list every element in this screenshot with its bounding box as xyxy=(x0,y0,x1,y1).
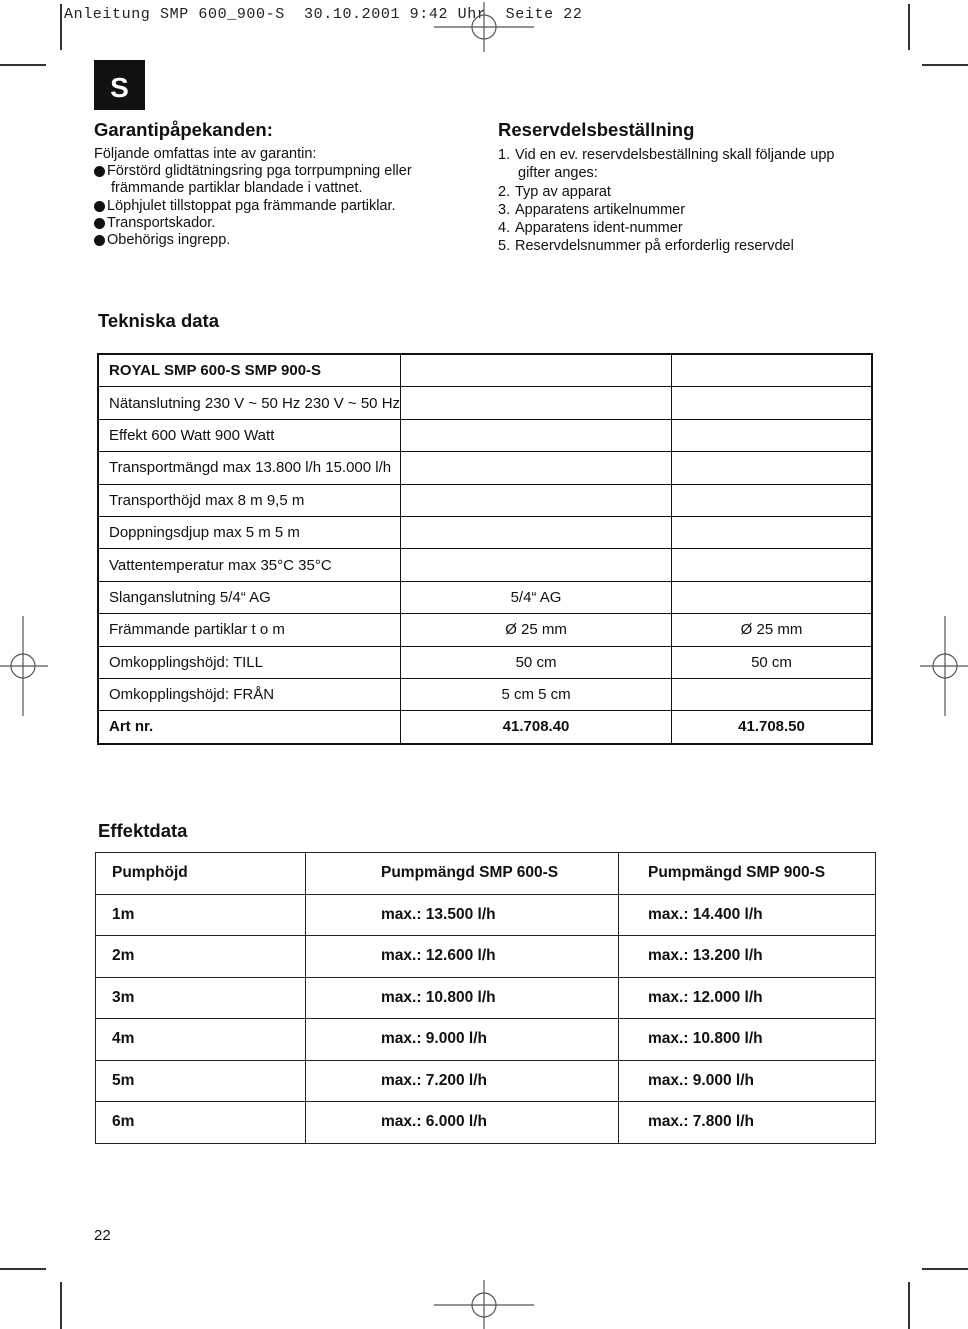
table-row xyxy=(98,354,872,387)
table-row xyxy=(96,1060,876,1102)
tech-data-table xyxy=(97,353,873,745)
list-item: 1. Vid en ev. reservdelsbeställning skall följande upp xyxy=(498,147,835,163)
table-cell xyxy=(672,581,872,613)
table-cell: max.: 12.000 l/h xyxy=(619,977,876,1019)
list-item: 2. Typ av apparat xyxy=(498,183,611,200)
table-cell xyxy=(401,452,672,484)
table-cell: max.: 9.000 l/h xyxy=(619,1060,876,1102)
table-cell: Effekt 600 Watt 900 Watt xyxy=(98,419,401,451)
effekt-data-table xyxy=(95,852,876,1144)
table-cell: 2m xyxy=(96,936,306,978)
table-cell: Ø 25 mm xyxy=(401,614,672,646)
bullet-icon xyxy=(94,166,105,177)
table-cell: 1m xyxy=(96,894,306,936)
registration-mark-icon xyxy=(920,616,968,716)
registration-mark-icon xyxy=(0,616,48,716)
table-cell: 41.708.50 xyxy=(672,711,872,744)
crop-mark xyxy=(0,64,46,66)
table-cell xyxy=(401,516,672,548)
table-cell: Vattentemperatur max 35°C 35°C xyxy=(98,549,401,581)
crop-mark xyxy=(922,64,968,66)
registration-mark-icon xyxy=(434,1280,534,1329)
table-cell xyxy=(672,484,872,516)
list-item: Löphjulet tillstoppat pga främmande partiklar. xyxy=(94,198,474,215)
table-cell: Doppningsdjup max 5 m 5 m xyxy=(98,516,401,548)
table-cell: max.: 10.800 l/h xyxy=(306,977,619,1019)
table-cell: Art nr. xyxy=(98,711,401,744)
spare-parts-title: Reservdelsbeställning xyxy=(498,119,695,140)
list-item: 5. Reservdelsnummer på erforderlig reservdel xyxy=(498,238,794,255)
table-cell: max.: 7.200 l/h xyxy=(306,1060,619,1102)
table-row xyxy=(96,936,876,978)
print-slug: Anleitung SMP 600_900-S 30.10.2001 9:42 Uhr Seite 22 xyxy=(64,6,583,23)
table-cell: max.: 13.200 l/h xyxy=(619,936,876,978)
table-row xyxy=(98,516,872,548)
table-cell: 50 cm xyxy=(672,646,872,678)
bullet-icon xyxy=(94,201,105,212)
table-cell: ROYAL SMP 600-S SMP 900-S xyxy=(98,354,401,387)
table-row xyxy=(98,549,872,581)
table-row xyxy=(98,387,872,419)
language-badge: S xyxy=(94,60,145,110)
table-row xyxy=(98,678,872,710)
tech-data-title: Tekniska data xyxy=(98,310,219,331)
table-row xyxy=(96,977,876,1019)
table-cell: 41.708.40 xyxy=(401,711,672,744)
table-cell xyxy=(401,354,672,387)
table-cell: Transportmängd max 13.800 l/h 15.000 l/h xyxy=(98,452,401,484)
warranty-title: Garantipåpekanden: xyxy=(94,119,273,140)
table-cell xyxy=(672,516,872,548)
table-cell: Omkopplingshöjd: FRÅN xyxy=(98,678,401,710)
table-cell xyxy=(401,419,672,451)
spare-parts-section xyxy=(498,146,898,256)
table-row xyxy=(98,581,872,613)
registration-mark-icon xyxy=(434,2,534,52)
table-row xyxy=(98,452,872,484)
table-cell: 50 cm xyxy=(401,646,672,678)
bullet-icon xyxy=(94,218,105,229)
table-row xyxy=(96,1019,876,1061)
table-cell xyxy=(672,452,872,484)
table-row xyxy=(98,614,872,646)
column-header: Pumpmängd SMP 900-S xyxy=(619,853,876,895)
table-cell: Transporthöjd max 8 m 9,5 m xyxy=(98,484,401,516)
list-item: främmande partiklar blandade i vattnet. xyxy=(111,180,363,197)
table-row xyxy=(96,894,876,936)
table-row xyxy=(98,711,872,744)
crop-mark xyxy=(922,1268,968,1270)
list-item: Transportskador. xyxy=(94,215,474,232)
table-cell xyxy=(672,387,872,419)
list-item: gifter anges: xyxy=(518,165,598,182)
warranty-intro: Följande omfattas inte av garantin: xyxy=(94,146,317,162)
table-cell: Nätanslutning 230 V ~ 50 Hz 230 V ~ 50 Hz xyxy=(98,387,401,419)
table-cell: max.: 12.600 l/h xyxy=(306,936,619,978)
table-row xyxy=(98,419,872,451)
crop-mark xyxy=(60,4,62,50)
table-cell: 5/4“ AG xyxy=(401,581,672,613)
table-row xyxy=(98,646,872,678)
table-cell: max.: 7.800 l/h xyxy=(619,1102,876,1144)
list-item: 3. Apparatens artikelnummer xyxy=(498,201,686,218)
table-row xyxy=(98,484,872,516)
crop-mark xyxy=(60,1282,62,1329)
effekt-data-title: Effektdata xyxy=(98,820,188,841)
list-item: Förstörd glidtätningsring pga torrpumpning eller xyxy=(94,163,474,180)
table-cell: max.: 13.500 l/h xyxy=(306,894,619,936)
table-cell xyxy=(401,484,672,516)
list-item: 4. Apparatens ident-nummer xyxy=(498,220,683,237)
table-cell: Främmande partiklar t o m xyxy=(98,614,401,646)
table-cell: 5 cm 5 cm xyxy=(401,678,672,710)
table-cell xyxy=(672,549,872,581)
table-cell: 6m xyxy=(96,1102,306,1144)
column-header: Pumpmängd SMP 600-S xyxy=(306,853,619,895)
crop-mark xyxy=(908,1282,910,1329)
table-cell: Omkopplingshöjd: TILL xyxy=(98,646,401,678)
table-cell xyxy=(672,354,872,387)
table-cell: max.: 6.000 l/h xyxy=(306,1102,619,1144)
table-row xyxy=(96,1102,876,1144)
table-cell: 5m xyxy=(96,1060,306,1102)
table-cell: 4m xyxy=(96,1019,306,1061)
list-item: Obehörigs ingrepp. xyxy=(94,232,474,249)
crop-mark xyxy=(0,1268,46,1270)
bullet-icon xyxy=(94,235,105,246)
table-cell xyxy=(672,419,872,451)
page-number: 22 xyxy=(94,1227,111,1244)
crop-mark xyxy=(908,4,910,50)
table-header-row xyxy=(96,853,876,895)
table-cell xyxy=(401,549,672,581)
table-cell: max.: 14.400 l/h xyxy=(619,894,876,936)
table-cell: Ø 25 mm xyxy=(672,614,872,646)
table-cell: 3m xyxy=(96,977,306,1019)
table-cell xyxy=(401,387,672,419)
column-header: Pumphöjd xyxy=(96,853,306,895)
table-cell: max.: 9.000 l/h xyxy=(306,1019,619,1061)
table-cell xyxy=(672,678,872,710)
warranty-section xyxy=(94,146,474,249)
table-cell: max.: 10.800 l/h xyxy=(619,1019,876,1061)
table-cell: Slanganslutning 5/4“ AG xyxy=(98,581,401,613)
